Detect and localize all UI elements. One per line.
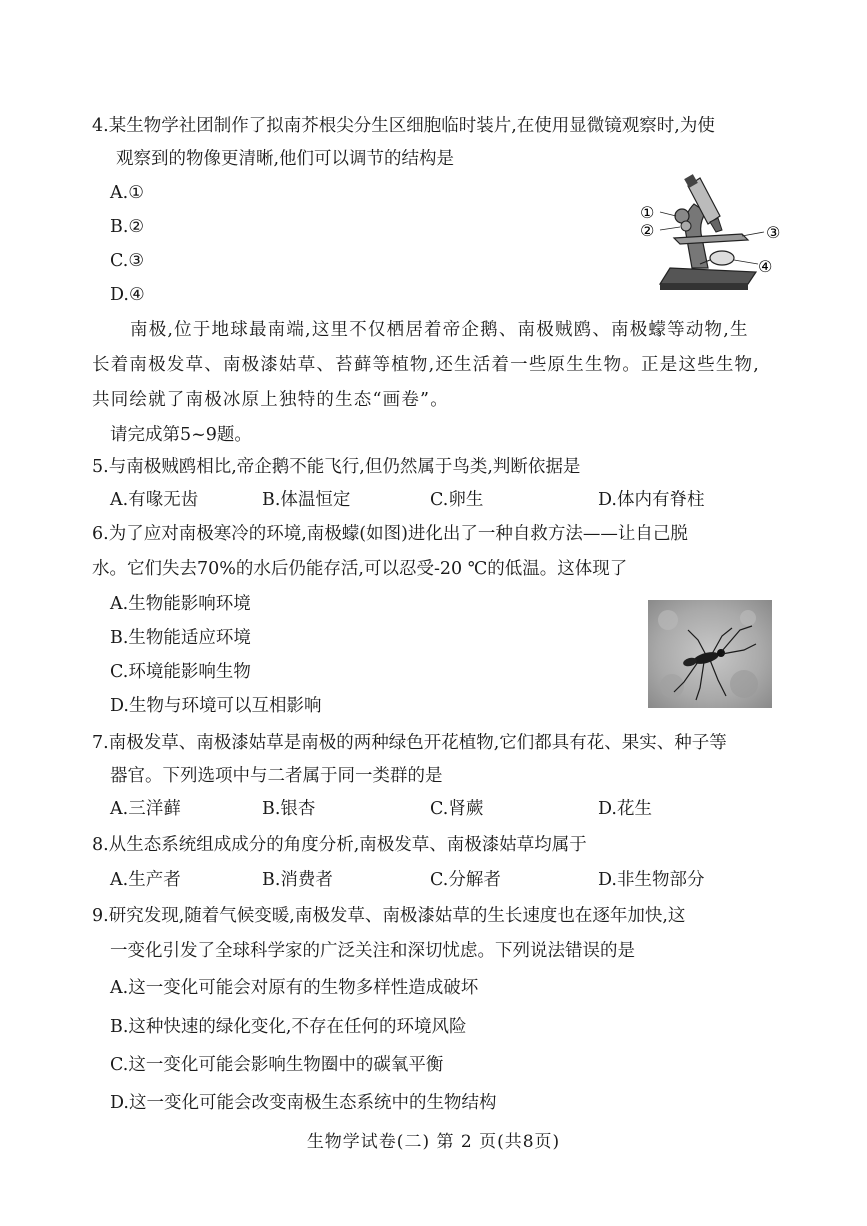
q7-stem-line1: 7.南极发草、南极漆姑草是南极的两种绿色开花植物,它们都具有花、果实、种子等 (92, 733, 727, 753)
q8-option-d[interactable]: D.非生物部分 (598, 870, 705, 890)
q9-option-c[interactable]: C.这一变化可能会影响生物圈中的碳氧平衡 (110, 1055, 444, 1075)
q4-option-b[interactable]: B.② (110, 217, 145, 237)
q4-stem-line1: 4.某生物学社团制作了拟南芥根尖分生区细胞临时装片,在使用显微镜观察时,为使 (92, 116, 715, 136)
microscope-figure (630, 172, 790, 298)
q5-option-c[interactable]: C.卵生 (430, 490, 484, 510)
q7-option-a[interactable]: A.三洋藓 (110, 799, 181, 819)
q8-option-b[interactable]: B.消费者 (262, 870, 333, 890)
microscope-label-1: ① (640, 203, 655, 222)
midge-photo (648, 600, 772, 708)
q7-option-b[interactable]: B.银杏 (262, 799, 316, 819)
page-footer: 生物学试卷(二) 第 2 页(共8页) (306, 1132, 561, 1152)
q6-stem-line1: 6.为了应对南极寒冷的环境,南极蠓(如图)进化出了一种自救方法——让自己脱 (92, 524, 688, 544)
q6-stem-line2: 水。它们失去70%的水后仍能存活,可以忍受-20 ℃的低温。这体现了 (92, 559, 628, 579)
q8-option-a[interactable]: A.生产者 (110, 870, 181, 890)
passage-line3: 共同绘就了南极冰原上独特的生态“画卷”。 (92, 390, 449, 410)
microscope-label-3: ③ (766, 223, 781, 242)
q9-option-d[interactable]: D.这一变化可能会改变南极生态系统中的生物结构 (110, 1093, 497, 1113)
q4-option-d[interactable]: D.④ (110, 285, 145, 305)
passage-line1: 南极,位于地球最南端,这里不仅栖居着帝企鹅、南极贼鸥、南极蠓等动物,生 (130, 320, 749, 340)
q7-option-c[interactable]: C.肾蕨 (430, 799, 484, 819)
q5-option-a[interactable]: A.有喙无齿 (110, 490, 199, 510)
microscope-label-4: ④ (758, 257, 773, 276)
q8-stem: 8.从生态系统组成成分的角度分析,南极发草、南极漆姑草均属于 (92, 835, 587, 855)
q4-stem-line2: 观察到的物像更清晰,他们可以调节的结构是 (116, 149, 455, 169)
q4-option-a[interactable]: A.① (110, 183, 144, 203)
q6-option-b[interactable]: B.生物能适应环境 (110, 628, 251, 648)
q6-option-a[interactable]: A.生物能影响环境 (110, 594, 251, 614)
q9-option-a[interactable]: A.这一变化可能会对原有的生物多样性造成破坏 (110, 978, 479, 998)
q7-stem-line2: 器官。下列选项中与二者属于同一类群的是 (110, 766, 443, 786)
q7-option-d[interactable]: D.花生 (598, 799, 652, 819)
q5-option-b[interactable]: B.体温恒定 (262, 490, 351, 510)
q6-option-d[interactable]: D.生物与环境可以互相影响 (110, 696, 322, 716)
q6-option-c[interactable]: C.环境能影响生物 (110, 662, 251, 682)
q4-option-c[interactable]: C.③ (110, 251, 145, 271)
q5-stem: 5.与南极贼鸥相比,帝企鹅不能飞行,但仍然属于鸟类,判断依据是 (92, 457, 581, 477)
q9-stem-line1: 9.研究发现,随着气候变暖,南极发草、南极漆姑草的生长速度也在逐年加快,这 (92, 906, 686, 926)
microscope-label-2: ② (640, 221, 655, 240)
q8-option-c[interactable]: C.分解者 (430, 870, 501, 890)
q9-stem-line2: 一变化引发了全球科学家的广泛关注和深切忧虑。下列说法错误的是 (110, 941, 635, 961)
q9-option-b[interactable]: B.这种快速的绿化变化,不存在任何的环境风险 (110, 1017, 467, 1037)
q5-option-d[interactable]: D.体内有脊柱 (598, 490, 705, 510)
passage-line2: 长着南极发草、南极漆姑草、苔藓等植物,还生活着一些原生生物。正是这些生物, (92, 355, 761, 375)
passage-instruction: 请完成第5~9题。 (110, 425, 252, 445)
